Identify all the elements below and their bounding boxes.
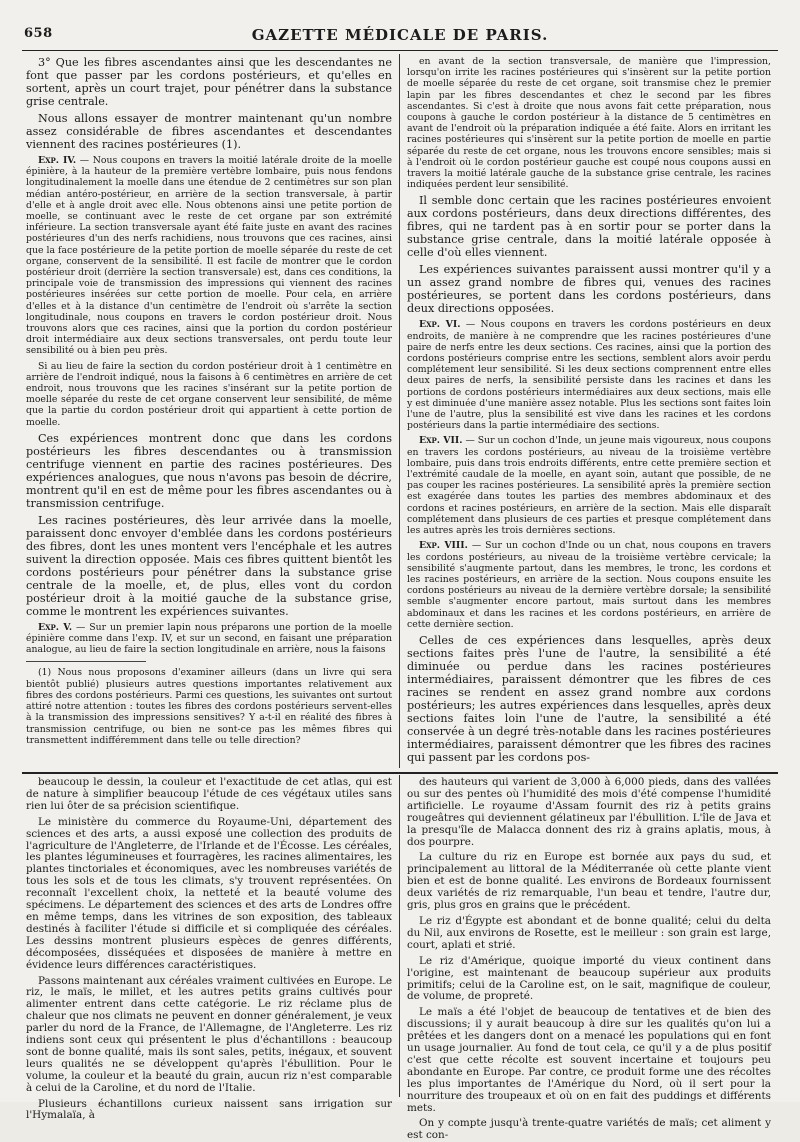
paragraph-text: On y compte jusqu'à trente-quatre variétés de maïs; cet aliment y est con-	[407, 1117, 771, 1142]
experiment-heading: Exp. VI.	[419, 319, 461, 331]
paragraph	[26, 432, 392, 510]
paragraph	[407, 1007, 771, 1114]
journal-title: GAZETTE MÉDICALE DE PARIS.	[251, 26, 549, 44]
paragraph	[26, 777, 392, 813]
paragraph-text: Le riz d'Égypte est abondant et de bonne qualité; celui du delta du Nil, aux environs de Rosette, est le meilleur : son grain est large, court, aplati et strié.	[407, 914, 771, 951]
experiment-heading: Exp. IV.	[38, 155, 77, 166]
paragraph	[407, 634, 771, 764]
paragraph	[26, 56, 392, 108]
paragraph-text: Les racines postérieures, dès leur arrivée dans la moelle, paraissent donc envoyer d'emblée dans les cordons postérieurs des fibres, dont les unes montent vers l'encéphale et les autres suivent la direction opposée. Mais ces fibres quittent bientôt les cordons postérieurs pour pénétrer dans la substance grise centrale de la moelle, et, de plus, elles vont du cordon postérieur droit à la moitié gauche de la substance grise, comme le montrent les expériences suivantes.	[26, 513, 392, 618]
paragraph-text: (1) Nous nous proposons d'examiner ailleurs (dans un livre qui sera bientôt publié) plusieurs autres questions importantes relativement aux fibres des cordons postérieurs. Parmi ces questions, les suivantes ont surtout attiré notre attention : toutes les fibres des cordons postérieurs servent-elles à la transmission des impressions sensitives? Y a-t-il en réalité des fibres à transmission centrifuge, ou bien ne sont-ce pas les mêmes fibres qui transmettent indifféremment dans telle ou telle direction?	[26, 667, 392, 746]
article-column-right	[407, 56, 771, 768]
paragraph-text: Plusieurs échantillons curieux naissent sans irrigation sur l'Hymalaïa, à	[26, 1097, 392, 1122]
paragraph	[407, 56, 771, 190]
paragraph	[407, 194, 771, 259]
paragraph-text: — Nous coupons en travers la moitié latérale droite de la moelle épinière, à la hauteur de la première vertèbre lombaire, puis nous fendons longitudinalement la moelle dans une étendue de 2 centimètres sur son plan médian antéro-postérieur, en arrière de la section transversale, à partir d'elle et à angle droit avec elle. Nous obtenons ainsi une petite portion de moelle, se continuant avec le reste de cet organe par son extrémité inférieure. La section transversale ayant été faite juste en avant des racines postérieures d'un des nerfs rachidiens, nous trouvons que ces racines, ainsi que la face postérieure de la petite portion de moelle séparée du reste de cet organe, conservent de la sensibilité. Il est facile de montrer que le cordon postérieur droit (derrière la section transversale) est, dans ces conditions, la principale voie de transmission des impressions qui viennent des racines postérieures insérées sur cette portion de moelle. Pour cela, en arrière d'elles et à la distance d'un centimètre de l'endroit où s'arrête la section longitudinale, nous coupons en travers le cordon postérieur droit. Nous trouvons alors que ces racines, ainsi que la portion du cordon postérieur droit intermédiaire aux deux sections transversales, ont perdu toute leur sensibilité ou à bien peu près.	[26, 155, 392, 357]
paragraph-text: 3° Que les fibres ascendantes ainsi que les descendantes ne font que passer par les cordons postérieurs, et qu'elles en sortent, après un court trajet, pour pénétrer dans la substance grise centrale.	[26, 56, 392, 108]
paragraph-text: Le ministère du commerce du Royaume-Uni, département des sciences et des arts, a aussi exposé une collection des produits de l'agriculture de l'Angleterre, de l'Irlande et de l'Écosse. Les céréales, les plantes légumineuses et fourragères, les racines alimentaires, les plantes tinctoriales et économiques, avec les nombreuses variétés de tous les sols et de tous les climats, s'y trouvent représentées. On reconnaît l'excellent choix, la netteté et la beauté volume des spécimens. Le département des sciences et des arts de Londres offre en même temps, dans les vitrines de son exposition, des tableaux destinés à faciliter l'étude si difficile et si compliquée des céréales. Les dessins montrent plusieurs espèces de genres différents, décomposées, disséquées et disposées de manière à mettre en évidence leurs différences caractéristiques.	[26, 815, 392, 971]
paragraph-text: — Sur un premier lapin nous préparons une portion de la moelle épinière comme dans l'exp. IV, et sur un second, en faisant une préparation analogue, au lieu de faire la section longitudinale en arrière, nous la faisons	[26, 621, 392, 656]
paragraph	[407, 263, 771, 315]
paragraph	[407, 956, 771, 1004]
footnote-rule	[26, 661, 146, 662]
paragraph	[26, 155, 392, 357]
paragraph	[407, 540, 771, 630]
paragraph-text: des hauteurs qui varient de 3,000 à 6,000 pieds, dans des vallées ou sur des pentes où l'humidité des mois d'été compense l'humidité artificielle. Le royaume d'Assam fournit des riz à petits grains rougeâtres qui deviennent gélatineux par l'ébullition. L'île de Java et la presqu'île de Malacca donnent des riz à grains aplatis, mous, à dos pourpre.	[407, 776, 771, 848]
paragraph	[26, 514, 392, 618]
paragraph-text: beaucoup le dessin, la couleur et l'exactitude de cet atlas, qui est de nature à simplifier beaucoup l'étude de ces végétaux utiles sans rien lui ôter de sa précision scientifique.	[26, 776, 392, 812]
column-divider	[399, 54, 400, 768]
feuilleton-column-right	[407, 776, 771, 1142]
paragraph	[26, 622, 392, 656]
paragraph-text: Les expériences suivantes paraissent aussi montrer qu'il y a un assez grand nombre de fibres qui, venues des racines postérieures, se portent dans les cordons postérieurs, dans deux directions opposées.	[407, 263, 771, 316]
paragraph-text: Le riz d'Amérique, quoique importé du vieux continent dans l'origine, est maintenant de beaucoup supérieur aux produits primitifs; celui de la Caroline est, on le sait, magnifique de couleur, de volume, de propreté.	[407, 954, 771, 1003]
column-divider	[399, 775, 400, 1097]
paragraph-text: Celles de ces expériences dans lesquelles, après deux sections faites près l'une de l'autre, la sensibilité a été diminuée ou perdue dans les racines postérieures intermédiaires, paraissent démontrer que les fibres de ces racines se rendent en assez grand nombre aux cordons postérieurs; les autres expériences dans lesquelles, après deux sections faites loin l'une de l'autre, la sensibilité a été conservée à un degré très-notable dans les racines postérieures intermédiaires, paraissent démontrer que les fibres des racines qui passent par les cordons pos-	[407, 633, 771, 764]
paragraph-text: Ces expériences montrent donc que dans les cordons postérieurs les fibres descendantes ou à transmission centrifuge viennent en partie des racines postérieures. Des expériences analogues, que nous n'avons pas besoin de décrire, montrent qu'il en est de même pour les fibres ascendantes ou à transmission centrifuge.	[26, 431, 392, 510]
experiment-heading: Exp. V.	[38, 621, 73, 633]
paragraph	[407, 852, 771, 912]
paragraph	[407, 1118, 771, 1142]
paragraph	[407, 777, 771, 848]
paragraph-text: — Sur un cochon d'Inde ou un chat, nous coupons en travers les cordons postérieurs, au niveau de la troisième vertèbre cervicale; la sensibilité s'augmente partout, dans les membres, le tronc, les cordons et les racines postérieurs, en arrière de la section. Nous coupons ensuite les cordons postérieurs au niveau de la dernière vertèbre dorsale; la sensibilité semble s'augmenter encore partout, mais surtout dans les membres abdominaux et dans les racines et les cordons postérieurs, en arrière de cette dernière section.	[407, 540, 771, 630]
paragraph	[26, 361, 392, 428]
paragraph-text: Passons maintenant aux céréales vraiment cultivées en Europe. Le riz, le maïs, le millet, et les autres petits grains cultivés pour alimenter entrent dans cette catégorie. Le riz réclame plus de chaleur que nos climats ne peuvent en donner généralement, je veux parler du nord de la France, de l'Allemagne, de l'Angleterre. Les riz indiens sont ceux qui présentent le plus d'échantillons : beaucoup sont de bonne qualité, mais ils sont sales, petits, inégaux, et souvent leurs qualités ne se développent qu'après l'ébullition. Pour le volume, la couleur et la beauté du grain, aucun riz n'est comparable à celui de la Caroline, et du nord de l'Italie.	[26, 974, 392, 1094]
paragraph-text: Il semble donc certain que les racines postérieures envoient aux cordons postérieurs, dans deux directions différentes, des fibres, qui ne tardent pas à en sortir pour se porter dans la substance grise centrale, dans la moitié latérale opposée à celle d'où elles viennent.	[407, 194, 771, 260]
paragraph	[407, 435, 771, 536]
page-number: 658	[24, 26, 53, 41]
paragraph	[26, 976, 392, 1095]
paragraph-text: — Nous coupons en travers les cordons postérieurs en deux endroits, de manière à ne comprendre que les racines postérieures d'une paire de nerfs entre les deux sections. Ces racines, ainsi que la portion des cordons postérieurs comprise entre les sections, semblent alors avoir perdu complétement leur sensibilité. Si les deux sections comprennent entre elles deux paires de nerfs, la sensibilité persiste dans les racines et dans les portions de cordons postérieurs intermédiaires aux deux sections, mais elle y est diminuée d'une manière assez notable. Plus les sections sont faites loin l'une de l'autre, plus la sensibilité est vive dans les racines et les cordons postérieurs dans la partie intermédiaire des sections.	[407, 319, 771, 432]
paragraph-text: Nous allons essayer de montrer maintenant qu'un nombre assez considérable de fibres ascendantes et descendantes viennent des racines postérieures (1).	[26, 112, 392, 151]
paragraph-text: en avant de la section transversale, de manière que l'impression, lorsqu'on irrite les racines postérieures qui s'insèrent sur la petite portion de moelle séparée du reste de cet organe, soit transmise chez le premier lapin par les fibres descendantes et chez le second par les fibres ascendantes. Si c'est à droite que nous avons fait cette préparation, nous coupons à gauche le cordon postérieur à la distance de 5 centimètres en avant de l'endroit où la préparation indiquée a été faite. Alors en irritant les racines postérieures qui s'insèrent sur la petite portion de moelle en partie séparée du reste de cet organe, nous les trouvons encore sensibles; mais si à l'endroit où le cordon postérieur gauche est coupé nous coupons aussi en travers la moitié latérale gauche de la substance grise centrale, les racines indiquées perdent leur sensibilité.	[407, 56, 771, 191]
paragraph	[26, 817, 392, 972]
page-header	[24, 26, 776, 44]
paragraph-text: Le maïs a été l'objet de beaucoup de tentatives et de bien des discussions; il y aurait beaucoup à dire sur les qualités qu'on lui a prêtées et les dangers dont on a menacé les populations qui en font un usage journalier. Au fond de tout cela, ce qu'il y a de plus positif c'est que cette récolte est souvent incertaine et toujours peu abondante en Europe. Par contre, ce produit forme une des récoltes les plus importantes de l'Amérique du Nord, où il sert pour la nourriture des troupeaux et où on en fait des puddings et différents mets.	[407, 1006, 771, 1114]
section-divider	[22, 772, 778, 774]
paragraph	[407, 916, 771, 952]
paragraph	[26, 667, 392, 745]
paragraph-text: Si au lieu de faire la section du cordon postérieur droit à 1 centimètre en arrière de l'endroit indiqué, nous la faisons à 6 centimètres en arrière de cet endroit, nous trouvons que les racines s'insérant sur la petite portion de moelle séparée du reste de cet organe conservent leur sensibilité, de même que la partie du cordon postérieur droit qui appartient à cette portion de moelle.	[26, 360, 392, 428]
experiment-heading: Exp. VIII.	[419, 540, 468, 552]
paragraph	[26, 112, 392, 151]
feuilleton-column-left	[26, 776, 392, 1122]
paragraph-text: La culture du riz en Europe est bornée aux pays du sud, et principalement au littoral de la Méditerranée où cette plante vient bien et est de bonne qualité. Les environs de Bordeaux fournissent deux variétés de riz remarquable, l'un beau et tendre, l'autre dur, gris, plus gros en grains que le précédent.	[407, 851, 771, 912]
paragraph	[407, 319, 771, 431]
experiment-heading: Exp. VII.	[419, 435, 463, 447]
paragraph	[26, 1099, 392, 1123]
article-column-left	[26, 56, 392, 768]
header-rule	[22, 50, 778, 51]
paragraph-text: — Sur un cochon d'Inde, un jeune mais vigoureux, nous coupons en travers les cordons postérieurs, au niveau de la troisième vertèbre lombaire, puis dans trois endroits différents, entre cette première section et l'extrémité caudale de la moelle, en ayant soin, autant que possible, de ne pas couper les racines postérieures. La sensibilité après la première section est exagérée dans toutes les parties des membres abdominaux et des cordons et racines postérieurs, en arrière de la section. Mais elle disparaît complétement dans plusieurs de ces parties et presque complétement dans les autres après les trois dernières sections.	[407, 435, 771, 537]
